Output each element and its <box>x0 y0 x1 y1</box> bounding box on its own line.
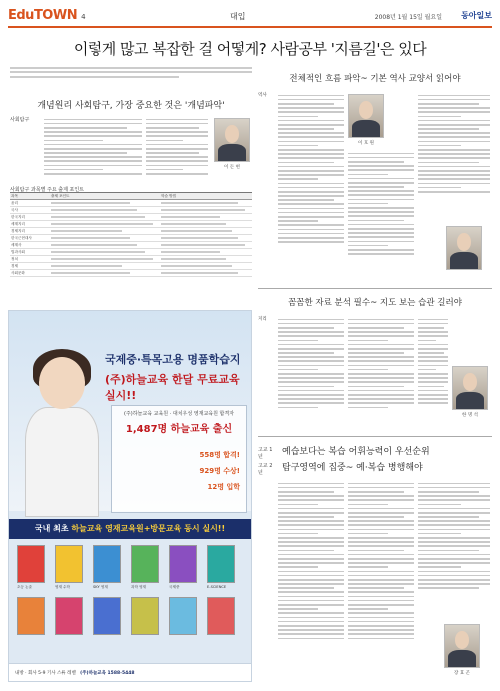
author-photo-right-3 <box>452 366 488 410</box>
book-cover <box>17 545 45 583</box>
book-cover <box>93 597 121 635</box>
table-cell: 한국지리 <box>10 214 50 221</box>
table-cell <box>50 270 160 277</box>
main-title: 이렇게 많고 복잡한 걸 어떻게? 사람공부 '지름길'은 있다 <box>73 40 427 58</box>
ad-stat: 929명 수상! <box>199 467 240 475</box>
ad-stats-box <box>111 405 247 513</box>
ad-banner-highlight: 하늘교육 영재교육원+방문교육 동시 실시!! <box>71 524 226 533</box>
book-cover <box>169 545 197 583</box>
table-cell <box>50 235 160 242</box>
table-cell: 세계지리 <box>10 221 50 228</box>
grade-text-1 <box>278 480 344 682</box>
table-header-row <box>10 193 252 200</box>
book-cover <box>169 597 197 635</box>
author-photo-right-4 <box>444 624 480 668</box>
table-cell: 법과사회 <box>10 249 50 256</box>
left-headline: 개념원리 사회탐구, 가장 중요한 것은 '개념파악' <box>37 101 225 111</box>
section-label: 대입 <box>230 12 246 21</box>
divider <box>258 288 492 289</box>
table-cell <box>160 263 252 270</box>
table-cell <box>50 221 160 228</box>
table-cell: 국사 <box>10 207 50 214</box>
table-header-cell: 학습 방법 <box>160 193 252 200</box>
author-caption-left: 이 돈 현 <box>224 165 240 170</box>
table-row <box>10 263 252 270</box>
table-row <box>10 270 252 277</box>
grade-text-3 <box>418 480 490 618</box>
history-text-2 <box>348 150 414 282</box>
table-row <box>10 207 252 214</box>
table-cell <box>50 256 160 263</box>
author-photo-right-1 <box>348 94 384 138</box>
ad-box-count: 1,487명 하늘교육 출신 <box>125 424 233 435</box>
table-row <box>10 221 252 228</box>
table-cell <box>160 256 252 263</box>
book-cover <box>131 545 159 583</box>
ad-box-line: (주)하늘교육 교육원 · 대치우성 영재교육원 합격자 <box>123 411 235 417</box>
author-photo-left <box>214 118 250 162</box>
grade-text-2 <box>348 480 414 682</box>
book-cover <box>17 597 45 635</box>
table-cell <box>160 249 252 256</box>
table-row <box>10 200 252 207</box>
table-cell <box>50 228 160 235</box>
grade-label-1: 고교 1년 <box>258 447 273 460</box>
table-cell <box>160 270 252 277</box>
table-title: 사회탐구 과목별 주요 출제 포인트 <box>10 187 84 193</box>
author-caption-right-1: 이 호 원 <box>358 141 374 146</box>
book-label: SKY 영재 <box>93 585 108 589</box>
book-cover <box>131 597 159 635</box>
ad-banner-text: 국내 최초 <box>34 524 72 533</box>
author-photo-right-2 <box>446 226 482 270</box>
table-cell <box>160 207 252 214</box>
ad-headline-2: (주)하늘교육 한달 무료교육 실시!! <box>105 373 240 402</box>
page-number: 4 <box>81 13 86 21</box>
table-row <box>10 242 252 249</box>
table-row <box>10 235 252 242</box>
table-cell <box>50 200 160 207</box>
table-cell: 경제지리 <box>10 228 50 235</box>
left-article-text-2 <box>146 116 208 182</box>
right-headline-2: 꼼꼼한 자료 분석 필수~ 지도 보는 습관 길러야 <box>288 298 462 308</box>
history-text-3 <box>418 92 490 222</box>
table-header-cell: 출제 포인트 <box>50 193 160 200</box>
table-cell <box>50 249 160 256</box>
table-cell <box>160 242 252 249</box>
ad-stat: 12명 입학 <box>207 483 240 491</box>
table-cell: 윤리 <box>10 200 50 207</box>
author-caption-right-3: 장 효 곤 <box>454 671 470 676</box>
ad-footer-left: 내방 · 회사 5-9 기사 스튜 레벨 <box>15 671 76 676</box>
table-cell <box>160 228 252 235</box>
author-caption-right-2: 한 명 석 <box>462 413 478 418</box>
ad-books <box>17 545 245 635</box>
table-cell <box>160 214 252 221</box>
ad-footer-right: (주)하늘교육 1588-5448 <box>80 671 135 676</box>
table-cell: 정치 <box>10 256 50 263</box>
table-cell: 경제 <box>10 263 50 270</box>
geo-text-3 <box>418 316 448 436</box>
table-row <box>10 256 252 263</box>
book-cover <box>207 545 235 583</box>
table-cell <box>50 207 160 214</box>
book-cover <box>207 597 235 635</box>
book-cover <box>55 545 83 583</box>
subject-table <box>10 192 252 277</box>
ad-banner <box>9 519 251 539</box>
book-label: 초등 논술 <box>17 585 33 589</box>
subhead-2: 탐구영역에 집중~ 예·복습 병행해야 <box>282 463 423 473</box>
book-label: 국제중 <box>169 585 180 589</box>
subhead-1: 예습보다는 복습 어휘능력이 우선순위 <box>282 447 430 457</box>
table-cell <box>50 263 160 270</box>
table-cell: 사회문화 <box>10 270 50 277</box>
table-header-cell: 과목 <box>10 193 50 200</box>
ad-footer <box>9 663 251 682</box>
table-row <box>10 249 252 256</box>
geo-text-1 <box>278 316 344 436</box>
table-cell: 한국근현대사 <box>10 235 50 242</box>
table-row <box>10 214 252 221</box>
table-cell: 세계사 <box>10 242 50 249</box>
table-row <box>10 228 252 235</box>
lead-paragraph <box>10 64 252 94</box>
advertisement[interactable] <box>8 310 252 682</box>
table-cell <box>160 200 252 207</box>
divider <box>258 436 492 437</box>
right-headline-1: 전체적인 흐름 파악~ 기본 역사 교양서 읽어야 <box>289 74 461 84</box>
grade-label-2: 고교 2년 <box>258 463 273 476</box>
byline-tag: 사회탐구 <box>10 117 30 123</box>
history-text-1 <box>278 92 344 282</box>
table-cell <box>50 242 160 249</box>
table-cell <box>160 221 252 228</box>
book-label: 영재 수학 <box>55 585 71 589</box>
brand-name: EduTOWN <box>8 8 78 23</box>
table-cell <box>160 235 252 242</box>
page-header <box>8 6 492 28</box>
tag-history: 역사 <box>258 93 267 98</box>
left-article-text-1 <box>44 116 142 182</box>
ad-illustration <box>17 349 107 519</box>
tag-geography: 지리 <box>258 317 267 322</box>
geo-text-2 <box>348 316 414 436</box>
brand-logo <box>8 8 85 23</box>
newspaper-logo: 동아일보 <box>461 11 492 20</box>
book-cover <box>55 597 83 635</box>
book-label: E-SCIENCE <box>207 585 227 589</box>
book-cover <box>93 545 121 583</box>
ad-headline-1: 국제중·특목고용 명품학습지 <box>105 353 241 366</box>
book-label: 과학 영재 <box>131 585 147 589</box>
table-cell <box>50 214 160 221</box>
ad-stat: 558명 합격! <box>199 451 240 459</box>
dateline: 2008년 1월 15일 월요일 <box>374 14 442 21</box>
